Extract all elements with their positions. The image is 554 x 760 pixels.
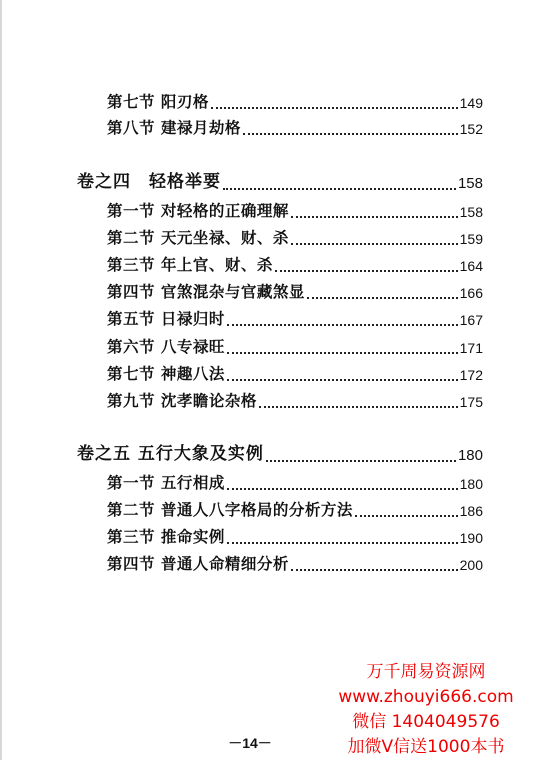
toc-chapter-title: 卷之四 轻格举要 bbox=[77, 172, 221, 192]
toc-leader bbox=[266, 459, 456, 462]
toc-entry bbox=[107, 529, 483, 545]
toc-leader bbox=[227, 378, 458, 381]
toc-entry bbox=[107, 366, 483, 382]
toc-leader bbox=[307, 296, 458, 299]
toc-leader bbox=[227, 541, 458, 544]
toc-entry-page: 152 bbox=[459, 120, 483, 137]
toc-entry-title: 第四节 官煞混杂与官藏煞显 bbox=[107, 282, 305, 301]
toc-entry-title: 第五节 日禄归时 bbox=[107, 309, 225, 328]
page-edge bbox=[0, 0, 2, 760]
toc-entry bbox=[107, 475, 483, 491]
toc-entry-page: 149 bbox=[459, 94, 483, 111]
toc-entry-page: 171 bbox=[459, 339, 483, 356]
toc-entry bbox=[107, 230, 483, 246]
toc-entry-page: 158 bbox=[459, 203, 483, 220]
toc-entry-title: 第三节 年上官、财、杀 bbox=[107, 255, 273, 274]
toc-entry-page: 180 bbox=[457, 447, 483, 464]
toc-entry bbox=[107, 203, 483, 219]
toc-entry-title: 第二节 普通人八字格局的分析方法 bbox=[107, 500, 353, 519]
toc-entry-page: 164 bbox=[459, 257, 483, 274]
toc-leader bbox=[227, 351, 458, 354]
toc-leader bbox=[243, 132, 458, 135]
toc-leader bbox=[211, 106, 458, 109]
toc-entry-title: 第二节 天元坐禄、财、杀 bbox=[107, 228, 289, 247]
toc-entry-title: 第八节 建禄月劫格 bbox=[107, 118, 241, 137]
toc-entry-title: 第三节 推命实例 bbox=[107, 527, 225, 546]
toc-leader bbox=[227, 323, 458, 326]
toc-entry-page: 159 bbox=[459, 230, 483, 247]
toc-entry bbox=[107, 120, 483, 136]
toc-entry-page: 167 bbox=[459, 311, 483, 328]
toc-entry-title: 第一节 五行相成 bbox=[107, 473, 225, 492]
toc-entry-title: 第四节 普通人命精细分析 bbox=[107, 554, 289, 573]
toc-entry-page: 200 bbox=[459, 556, 483, 573]
toc-entry-page: 180 bbox=[459, 475, 483, 492]
toc-chapter bbox=[77, 174, 483, 191]
toc-entry bbox=[107, 94, 483, 110]
toc-entry-page: 190 bbox=[459, 529, 483, 546]
toc-leader bbox=[291, 215, 458, 218]
toc-entry-title: 第七节 阳刃格 bbox=[107, 92, 209, 111]
watermark-line-2: www.zhouyi666.com bbox=[338, 687, 514, 707]
toc-leader bbox=[355, 514, 458, 517]
toc-entry bbox=[107, 339, 483, 355]
watermark-line-3: 微信 1404049576 bbox=[352, 712, 500, 732]
toc-entry bbox=[107, 393, 483, 409]
toc-leader bbox=[223, 187, 456, 190]
toc-entry bbox=[107, 284, 483, 300]
toc-leader bbox=[227, 487, 458, 490]
toc-chapter bbox=[77, 446, 483, 463]
toc-entry bbox=[107, 311, 483, 327]
watermark-line-1: 万千周易资源网 bbox=[366, 662, 486, 682]
toc-leader bbox=[291, 242, 458, 245]
toc-leader bbox=[259, 405, 458, 408]
toc-entry-page: 166 bbox=[459, 284, 483, 301]
page-number: －14－ bbox=[228, 735, 272, 751]
toc-leader bbox=[275, 269, 458, 272]
toc-chapter-title: 卷之五 五行大象及实例 bbox=[77, 444, 264, 464]
toc-leader bbox=[291, 568, 458, 571]
toc-entry-page: 186 bbox=[459, 502, 483, 519]
toc-entry-title: 第六节 八专禄旺 bbox=[107, 337, 225, 356]
toc-entry bbox=[107, 502, 483, 518]
toc-entry bbox=[107, 556, 483, 572]
toc-entry-title: 第一节 对轻格的正确理解 bbox=[107, 201, 289, 220]
toc-entry-page: 175 bbox=[459, 393, 483, 410]
toc-entry-page: 158 bbox=[457, 175, 483, 192]
toc-entry-page: 172 bbox=[459, 366, 483, 383]
toc-entry-title: 第七节 神趣八法 bbox=[107, 364, 225, 383]
toc-entry-title: 第九节 沈孝瞻论杂格 bbox=[107, 391, 257, 410]
watermark-line-4: 加微V信送1000本书 bbox=[347, 737, 505, 757]
toc-entry bbox=[107, 257, 483, 273]
